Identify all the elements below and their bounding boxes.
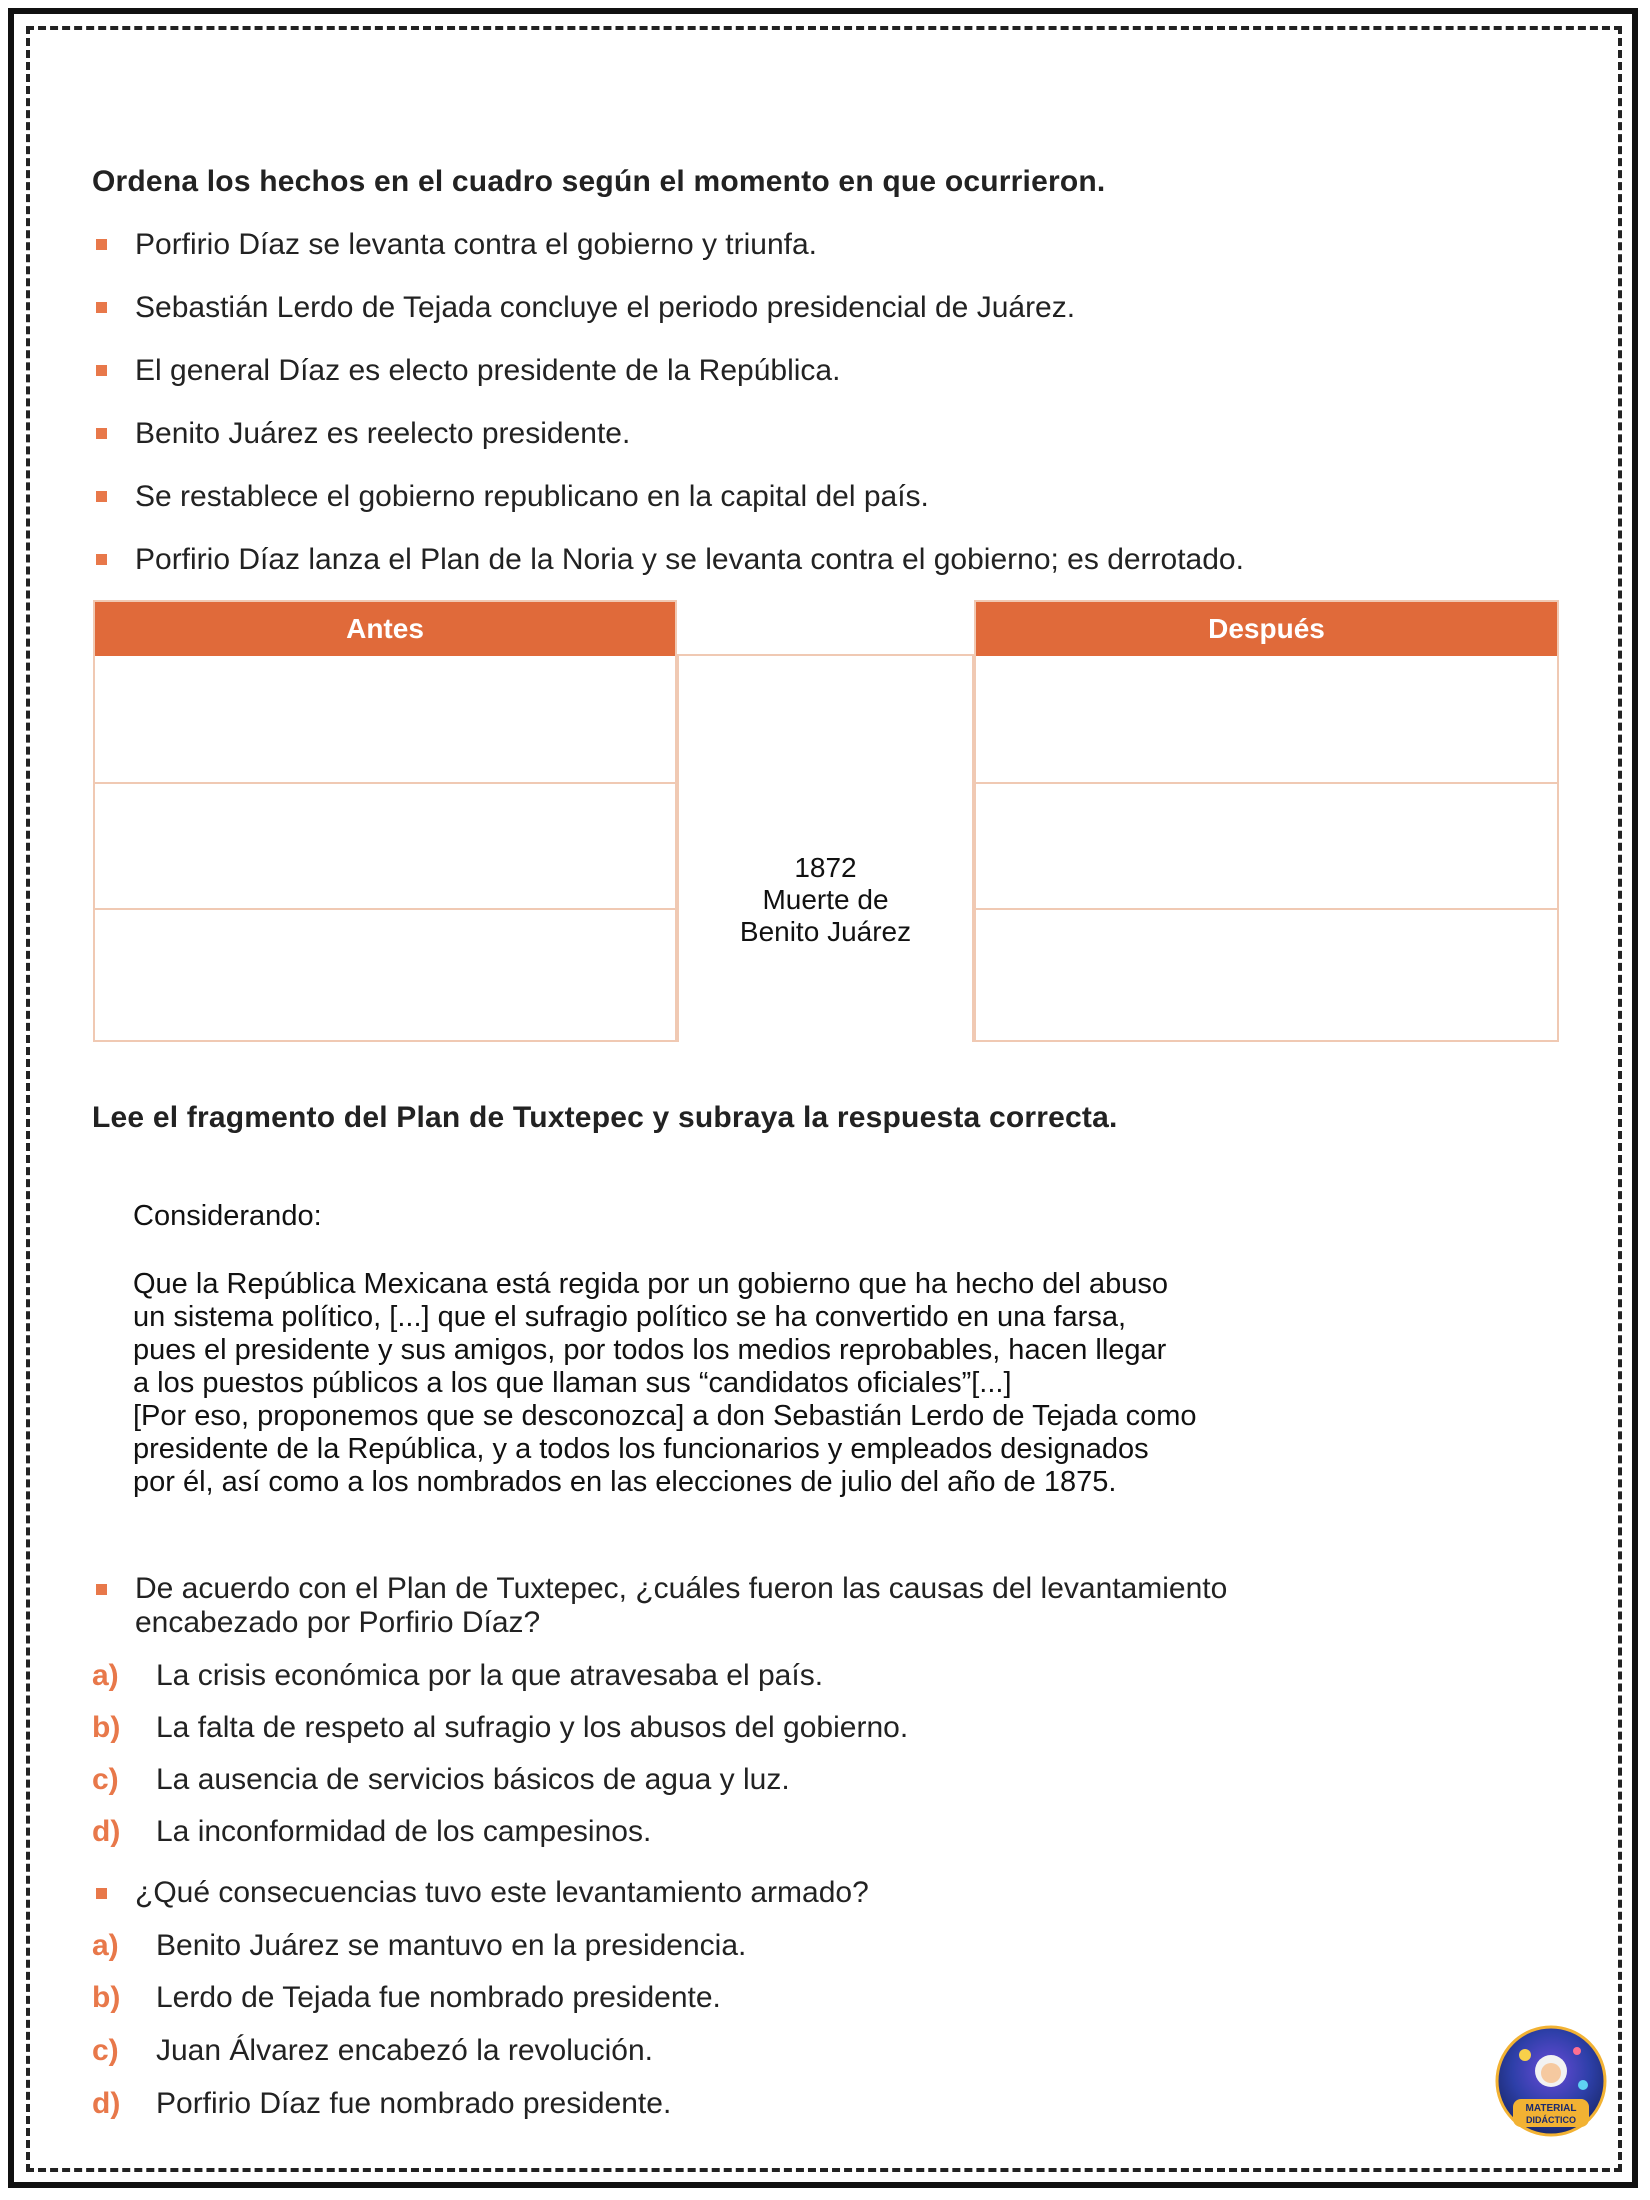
event-item: El general Díaz es electo presidente de la República. [96, 354, 840, 388]
center-column [677, 654, 974, 1042]
after-cell-3[interactable] [976, 910, 1557, 1040]
quote-text: Que la República Mexicana está regida por un gobierno que ha hecho del abuso un sistema político, [...] que el sufragio político se ha convertido en una farsa, pues el presidente y sus amigos, por todos los medios reprobables, hacen llegar a los puestos públicos a los que llaman sus “candidatos oficiales”[...] [Por eso, proponemos que se desconozca] a don Sebastián Lerdo de Tejada como presidente de la República, y a todos los funcionarios y empleados designados por él, así como a los nombrados en las elecciones de julio del año de 1875. [133, 1268, 1197, 1498]
before-header: Antes [95, 602, 675, 656]
after-cell-1[interactable] [976, 656, 1557, 782]
before-cell-2[interactable] [95, 784, 675, 908]
after-header: Después [976, 602, 1557, 656]
event-item: Benito Juárez es reelecto presidente. [96, 417, 630, 451]
before-cell-3[interactable] [95, 910, 675, 1040]
event-item: Porfirio Díaz lanza el Plan de la Noria y se levanta contra el gobierno; es derrotado. [96, 543, 1244, 577]
q2-option-b[interactable]: b) Lerdo de Tejada fue nombrado presidente. [92, 1981, 721, 2014]
question-1: De acuerdo con el Plan de Tuxtepec, ¿cuáles fueron las causas del levantamiento encabezado por Porfirio Díaz? [96, 1572, 1227, 1640]
q2-option-c[interactable]: c) Juan Álvarez encabezó la revolución. [92, 2034, 653, 2067]
after-cell-2[interactable] [976, 784, 1557, 908]
q2-option-d[interactable]: d) Porfirio Díaz fue nombrado presidente. [92, 2087, 672, 2120]
event-item: Porfirio Díaz se levanta contra el gobierno y triunfa. [96, 228, 817, 262]
event-item: Se restablece el gobierno republicano en la capital del país. [96, 480, 929, 514]
q2-option-a[interactable]: a) Benito Juárez se mantuvo en la presidencia. [92, 1929, 747, 1962]
timeline-table [93, 600, 1559, 1042]
event-item: Sebastián Lerdo de Tejada concluye el periodo presidencial de Juárez. [96, 291, 1075, 325]
q1-option-c[interactable]: c) La ausencia de servicios básicos de agua y luz. [92, 1763, 790, 1796]
bullet-icon [96, 491, 107, 502]
quote-intro: Considerando: [133, 1200, 322, 1232]
center-event: 1872 Muerte de Benito Juárez [739, 852, 912, 947]
instruction-read-fragment: Lee el fragmento del Plan de Tuxtepec y subraya la respuesta correcta. [92, 1101, 1118, 1134]
q1-option-a[interactable]: a) La crisis económica por la que atravesaba el país. [92, 1659, 824, 1692]
question-2: ¿Qué consecuencias tuvo este levantamiento armado? [96, 1876, 869, 1910]
after-column [974, 600, 1559, 1042]
material-didactico-logo [1495, 2025, 1607, 2137]
bullet-icon [96, 302, 107, 313]
bullet-icon [96, 1584, 107, 1595]
bullet-icon [96, 239, 107, 250]
bullet-icon [96, 1888, 107, 1899]
bullet-icon [96, 365, 107, 376]
q1-option-d[interactable]: d) La inconformidad de los campesinos. [92, 1815, 652, 1848]
bullet-icon [96, 428, 107, 439]
q1-option-b[interactable]: b) La falta de respeto al sufragio y los abusos del gobierno. [92, 1711, 909, 1744]
svg-text:MATERIAL: MATERIAL [1525, 2103, 1577, 2114]
before-cell-1[interactable] [95, 656, 675, 782]
instruction-order-events: Ordena los hechos en el cuadro según el momento en que ocurrieron. [92, 165, 1106, 198]
bullet-icon [96, 554, 107, 565]
before-column [93, 600, 677, 1042]
svg-text:DIDÁCTICO: DIDÁCTICO [1526, 2115, 1576, 2125]
